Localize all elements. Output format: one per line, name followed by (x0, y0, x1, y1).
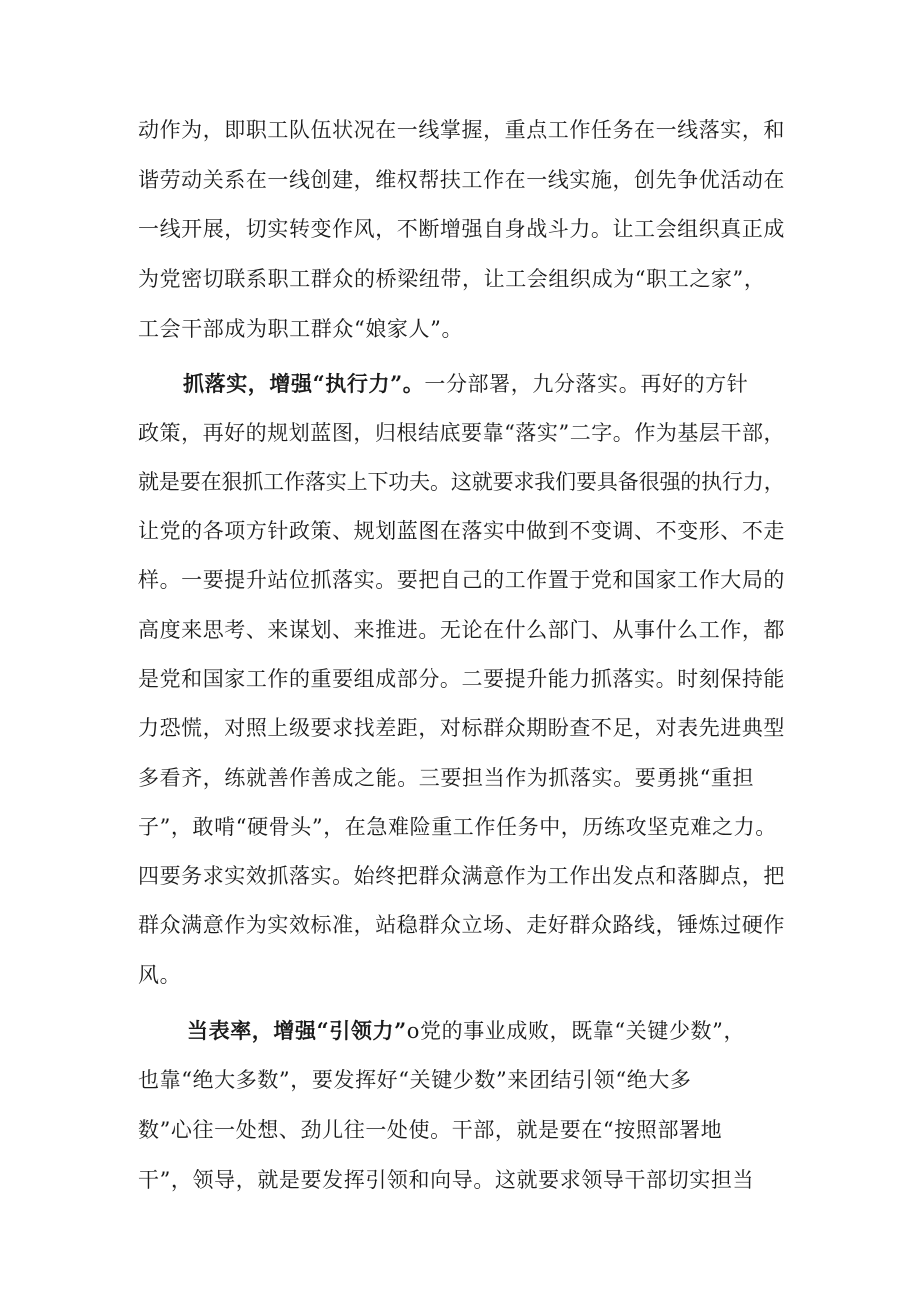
paragraph-2-line-4: 让党的各项方针政策、规划蓝图在落实中做到不变调、不变形、不走 (138, 519, 785, 543)
paragraph-2-line-6: 高度来思考、来谋划、来推进。无论在什么部门、从事什么工作，都 (138, 618, 785, 642)
paragraph-1-line-4: 为党密切联系职工群众的桥梁纽带，让工会组织成为“职工之家”， (138, 267, 766, 291)
paragraph-3-line-1 (187, 1017, 745, 1045)
paragraph-2-line-11: 四要务求实效抓落实。始终把群众满意作为工作出发点和落脚点，把 (138, 864, 785, 888)
paragraph-2-line-7: 是党和国家工作的重要组成部分。二要提升能力抓落实。时刻保持能 (138, 667, 785, 691)
paragraph-3-line-2: 也靠“绝大多数”，要发挥好“关键少数”来团结引领“绝大多 (138, 1068, 692, 1092)
paragraph-2-line-3: 就是要在狠抓工作落实上下功夫。这就要求我们要具备很强的执行力， (138, 470, 785, 494)
paragraph-3-line-3: 数”心往一处想、劲儿往一处使。干部，就是要在“按照部署地 (138, 1118, 723, 1142)
paragraph-3-heading: 当表率，增强“引领力” (187, 1018, 407, 1043)
paragraph-1-line-3: 一线开展，切实转变作风，不断增强自身战斗力。让工会组织真正成 (138, 217, 785, 241)
paragraph-2-heading: 抓落实，增强“执行力”。 (183, 371, 425, 396)
paragraph-2-line-13: 风。 (138, 963, 182, 987)
paragraph-1-line-1: 动作为，即职工队伍状况在一线掌握，重点工作任务在一线落实，和 (138, 118, 785, 142)
paragraph-1-line-2: 谐劳动关系在一线创建，维权帮扶工作在一线实施，创先争优活动在 (138, 168, 785, 192)
paragraph-2-line-10: 子”，敢啃“硬骨头”，在急难险重工作任务中，历练攻坚克难之力。 (138, 815, 777, 839)
paragraph-2-first-line-text: 一分部署，九分落实。再好的方针 (424, 372, 749, 396)
paragraph-3-line-4: 干”，领导，就是要发挥引领和向导。这就要求领导干部切实担当 (138, 1168, 755, 1192)
paragraph-2-line-8: 力恐慌，对照上级要求找差距，对标群众期盼查不足，对表先进典型 (138, 716, 785, 740)
paragraph-2-line-2: 政策，再好的规划蓝图，归根结底要靠“落实”二字。作为基层干部， (138, 421, 786, 445)
paragraph-1-line-5: 工会干部成为职工群众“娘家人”。 (138, 317, 464, 341)
paragraph-2-line-9: 多看齐，练就善作善成之能。三要担当作为抓落实。要勇挑“重担 (138, 766, 755, 790)
paragraph-3-first-line-text: o党的事业成败，既靠“关键少数”， (406, 1019, 746, 1043)
paragraph-2-line-1 (183, 370, 748, 398)
paragraph-2-line-5: 样。一要提升站位抓落实。要把自己的工作置于党和国家工作大局的 (138, 568, 785, 592)
paragraph-2-line-12: 群众满意作为实效标准，站稳群众立场、走好群众路线，锤炼过硬作 (138, 913, 785, 937)
